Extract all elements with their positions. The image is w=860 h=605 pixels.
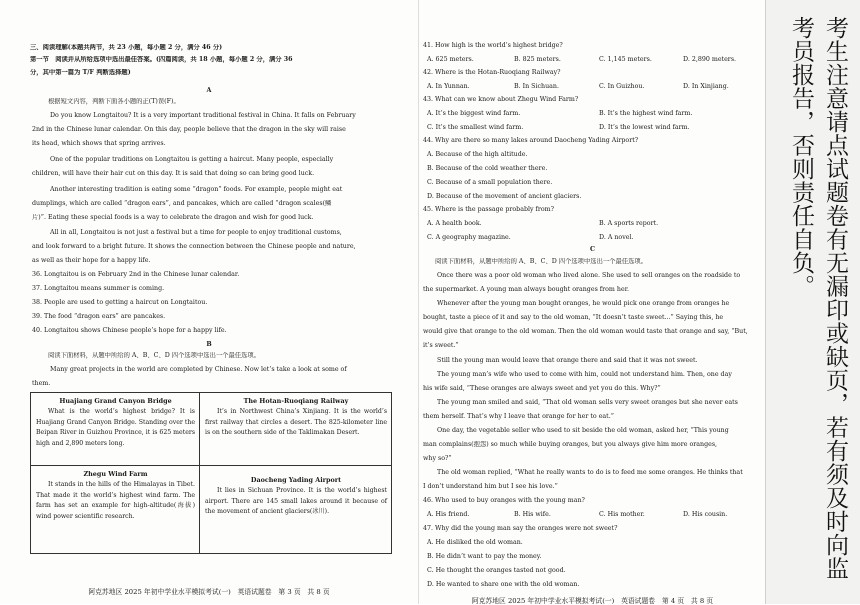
- wind-farm-title: Zhegu Wind Farm: [83, 470, 148, 478]
- passage-b-label: B: [206, 341, 212, 348]
- wind-farm-body: It stands in the hills of the Himalayas in Tibet. That made it the world’s highest wind farm. The farm has set an example for high-altitude(海拔) wind power scientific research.: [36, 481, 195, 520]
- airport-body: It lies in Sichuan Province. It is the world’s highest airport. There are 145 small lakes around it because of the movement of ancient glaciers(冰川).: [205, 487, 387, 516]
- passage-a-line: and look forward to a bright future. It shows the connection between the Chinese people and nature,: [32, 243, 356, 250]
- table-cell-railway: [205, 396, 387, 439]
- passage-c-line: Whenever after the young man bought oranges, he would pick one orange from oranges he: [437, 300, 730, 307]
- q44-option-c: C. Because of a small population there.: [427, 179, 553, 186]
- section-heading: 三、阅读理解(本题共两节，共 23 小题，每小题 2 分，满分 46 分): [30, 44, 223, 51]
- passage-a-label: A: [206, 87, 212, 94]
- bridge-body: What is the world’s highest bridge? It is Huajiang Grand Canyon Bridge. Standing over the Beipan River in Guizhou Province, it is 625 meters high and 2,890 meters long.: [36, 408, 195, 447]
- passage-a-line: Do you know Longtaitou? It is a very important traditional festival in China. It falls on February: [50, 112, 356, 119]
- q41-option-c: C. 1,145 meters.: [599, 56, 652, 63]
- passage-a-line: as well as their hope for a happy life.: [32, 257, 151, 264]
- q45-option-a: A. A health book.: [427, 220, 482, 227]
- q45-option-c: C. A geography magazine.: [427, 234, 511, 241]
- q43-option-a: A. It’s the biggest wind farm.: [427, 110, 521, 117]
- question-38: 38. People are used to getting a haircut on Longtaitou.: [32, 299, 208, 306]
- passage-a-line: Another interesting tradition is eating some “dragon” foods. For example, people might eat: [50, 186, 343, 193]
- railway-title: The Hotan-Ruoqiang Railway: [243, 397, 349, 405]
- question-39: 39. The food “dragon ears” are pancakes.: [32, 313, 166, 320]
- passage-c-line: his wife said, “These oranges are always sweet and yet you do this. Why?”: [423, 385, 661, 392]
- passage-b-intro-cont: them.: [32, 380, 51, 387]
- question-37: 37. Longtaitou means summer is coming.: [32, 285, 165, 292]
- q43-option-c: C. It’s the smallest wind farm.: [427, 124, 524, 131]
- q45-option-d: D. A novel.: [599, 234, 634, 241]
- q46-option-b: B. His wife.: [514, 511, 551, 518]
- q42-option-d: D. In Xinjiang.: [683, 83, 729, 90]
- exam-page-3: [0, 0, 418, 604]
- passage-c-label: C: [589, 246, 595, 253]
- passage-c-line: bought, taste a piece of it and say to the old woman, “It doesn’t taste sweet...” Saying this, he: [423, 314, 724, 321]
- q42-option-c: C. In Guizhou.: [599, 83, 645, 90]
- q41-option-b: B. 825 meters.: [514, 56, 561, 63]
- table-divider-vertical: [199, 393, 200, 553]
- question-43: 43. What can we know about Zhegu Wind Farm?: [423, 96, 579, 103]
- passage-c-line: it’s sweet.”: [423, 342, 459, 349]
- passage-a-line: One of the popular traditions on Longtaitou is getting a haircut. Many people, especially: [50, 156, 334, 163]
- question-47: 47. Why did the young man say the oranges were not sweet?: [423, 525, 618, 532]
- q43-option-b: B. It’s the highest wind farm.: [599, 110, 693, 117]
- question-45: 45. Where is the passage probably from?: [423, 206, 555, 213]
- q42-option-a: A. In Yunnan.: [427, 83, 470, 90]
- question-36: 36. Longtaitou is on February 2nd in the Chinese lunar calendar.: [32, 271, 240, 278]
- table-cell-airport: [205, 475, 387, 518]
- q46-option-c: C. His mother.: [599, 511, 645, 518]
- q45-option-b: B. A sports report.: [599, 220, 659, 227]
- table-divider-horizontal: [31, 465, 391, 466]
- q46-option-d: D. His cousin.: [683, 511, 728, 518]
- question-42: 42. Where is the Hotan-Ruoqiang Railway?: [423, 69, 561, 76]
- passage-c-line: Still the young man would leave that orange there and said that it was not sweet.: [437, 357, 698, 364]
- question-46: 46. Who used to buy oranges with the young man?: [423, 497, 585, 504]
- passage-a-instruction: 根据短文内容，判断下面各小题的正(T)误(F)。: [48, 98, 180, 105]
- q47-option-c: C. He thought the oranges tasted not good.: [427, 567, 566, 574]
- exam-page-4: [418, 0, 766, 604]
- passage-c-line: Once there was a poor old woman who lived alone. She used to sell oranges on the roadside to: [437, 272, 741, 279]
- passage-c-line: why so?”: [423, 455, 452, 462]
- q44-option-a: A. Because of the high altitude.: [427, 151, 528, 158]
- q42-option-b: B. In Sichuan.: [514, 83, 559, 90]
- question-40: 40. Longtaitou shows Chinese people’s hope for a happy life.: [32, 327, 227, 334]
- passage-c-line: I don’t understand him but I see his love.”: [423, 483, 558, 490]
- page-3-footer: 阿克苏地区 2025 年初中学业水平模拟考试(一) 英语试题卷 第 3 页 共 8 页: [88, 588, 330, 596]
- passage-a-line: 片)”. Eating these special foods is a way to celebrate the dragon and wish for good luck.: [32, 214, 314, 221]
- q47-option-a: A. He disliked the old woman.: [427, 539, 523, 546]
- passage-c-line: The old woman replied, “What he really wants to do is to feed me some oranges. He thinks that: [437, 469, 743, 476]
- passage-a-line: dumplings, which are called “dragon ears”, and pancakes, which are called “dragon scales(鳞: [32, 200, 332, 207]
- side-notice-strip: [765, 0, 860, 604]
- question-44: 44. Why are there so many lakes around Daocheng Yading Airport?: [423, 137, 639, 144]
- railway-body: It’s in Northwest China’s Xinjiang. It is the world’s first railway that circles a desert. The 825-kilometer line is on the southern side of the Taklimakan Desert.: [205, 408, 387, 437]
- question-41: 41. How high is the world’s highest bridge?: [423, 42, 563, 49]
- passage-a-line: 2nd in the Chinese lunar calendar. On this day, people believe that the dragon in the sky will raise: [32, 126, 346, 133]
- passage-c-line: would give that orange to the old woman. Then the old woman would taste that orange and say, “But,: [423, 328, 748, 335]
- q44-option-b: B. Because of the cold weather there.: [427, 165, 548, 172]
- part1-heading-line1: 第一节 阅读并从所给选项中选出最佳答案。(四篇阅读，共 18 小题，每小题 2 分，满分 36: [30, 56, 293, 63]
- passage-c-line: The young man smiled and said, “That old woman sells very sweet oranges but she never eats: [437, 399, 738, 406]
- bridge-title: Huajiang Grand Canyon Bridge: [59, 397, 172, 405]
- table-cell-wind-farm: [36, 469, 195, 522]
- passage-c-line: The young man’s wife who used to come with him, could not understand him. Then, one day: [437, 371, 732, 378]
- table-cell-bridge: [36, 396, 195, 449]
- part1-heading-line2: 分，其中第一篇为 T/F 判断选择题): [30, 69, 131, 76]
- airport-title: Daocheng Yading Airport: [250, 476, 342, 484]
- q41-option-a: A. 625 meters.: [427, 56, 474, 63]
- q44-option-d: D. Because of the movement of ancient glaciers.: [427, 193, 582, 200]
- passage-b-instruction: 阅读下面材料，从题中所给的 A、B、C、D 四个选项中选出一个最佳选项。: [48, 352, 260, 359]
- passage-c-line: man complains(抱怨) so much while buying oranges, but you always give him more oranges,: [423, 441, 718, 448]
- passage-c-line: One day, the vegetable seller who used to sit beside the old woman, asked her, “This young: [437, 427, 729, 434]
- passage-c-instruction: 阅读下面材料，从题中所给的 A、B、C、D 四个选项中选出一个最佳选项。: [435, 258, 647, 265]
- q47-option-d: D. He wanted to share one with the old woman.: [427, 581, 580, 588]
- passage-a-line: All in all, Longtaitou is not just a festival but a time for people to enjoy traditional customs,: [50, 229, 342, 236]
- q43-option-d: D. It’s the lowest wind farm.: [599, 124, 690, 131]
- passage-c-line: the supermarket. A young man always bought oranges from her.: [423, 286, 630, 293]
- q46-option-a: A. His friend.: [427, 511, 470, 518]
- projects-table: [30, 392, 392, 554]
- passage-a-line: children, will have their hair cut on this day. It is said that doing so can bring good luck.: [32, 170, 315, 177]
- passage-b-intro: Many great projects in the world are completed by Chinese. Now let’s take a look at some of: [50, 366, 347, 373]
- passage-a-line: its head, which shows that spring arrives.: [32, 140, 166, 147]
- passage-c-line: them herself. That’s why I leave that orange for her to eat.”: [423, 413, 614, 420]
- page-4-footer: 阿克苏地区 2025 年初中学业水平模拟考试(一) 英语试题卷 第 4 页 共 8 页: [471, 597, 714, 605]
- q41-option-d: D. 2,890 meters.: [683, 56, 737, 63]
- candidate-notice: 考生注意请点试题卷有无漏印或缺页，若有须及时向监考员报告，否则责任自负。: [788, 16, 848, 580]
- q47-option-b: B. He didn’t want to pay the money.: [427, 553, 542, 560]
